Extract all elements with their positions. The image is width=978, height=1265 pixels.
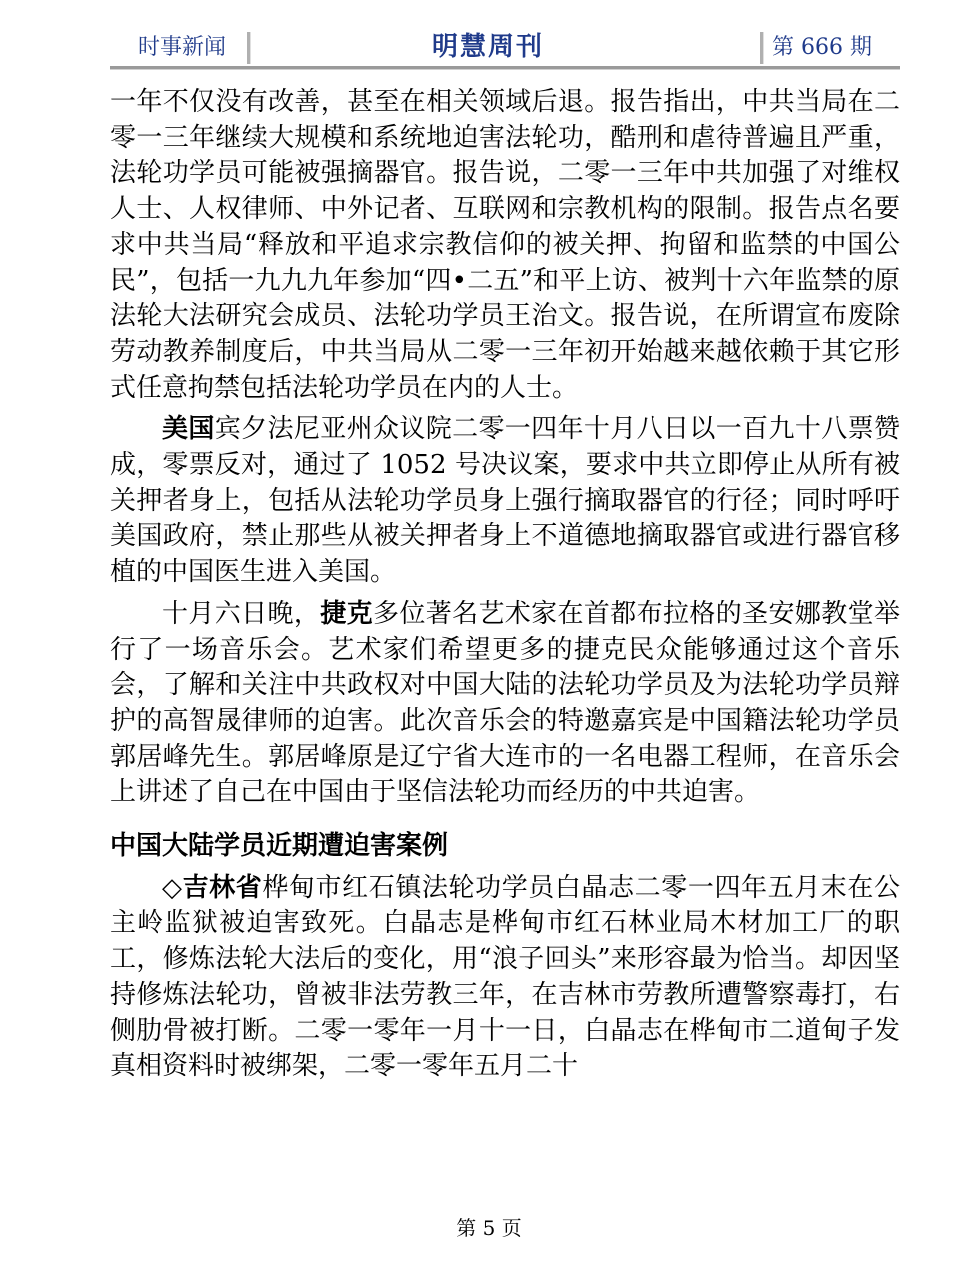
province-keyword: ◇吉林省 [162, 872, 263, 903]
country-keyword: 捷克 [320, 598, 373, 629]
header-divider [247, 32, 251, 64]
paragraph-text: 桦甸市红石镇法轮功学员白晶志二零一四年五月末在公主岭监狱被迫害致死。白晶志是桦甸市红石林业局木材加工厂的职工，修炼法轮大法后的变化，用“浪子回头”来形容最为恰当。却因坚持修炼法轮功，曾被非法劳教三年，在吉林市劳教所遭警察毒打，右侧肋骨被打断。二零一零年一月十一日，白晶志在桦甸市二道甸子发真相资料时被绑架，二零一零年五月二十 [110, 872, 900, 1082]
page-number: 第 5 页 [456, 1216, 522, 1240]
paragraph-czech [110, 597, 900, 811]
page-header [110, 24, 900, 68]
paragraph-text: 多位著名艺术家在首都布拉格的圣安娜教堂举行了一场音乐会。艺术家们希望更多的捷克民众能够通过这个音乐会，了解和关注中共政权对中国大陆的法轮功学员及为法轮功学员辩护的高智晟律师的迫害。此次音乐会的特邀嘉宾是中国籍法轮功学员郭居峰先生。郭居峰原是辽宁省大连市的一名电器工程师，在音乐会上讲述了自己在中国由于坚信法轮功而经历的中共迫害。 [110, 598, 900, 808]
article-body [110, 85, 900, 1085]
paragraph-jilin [110, 871, 900, 1085]
country-keyword: 美国 [162, 414, 215, 445]
header-rule [110, 66, 900, 70]
paragraph-text: 十月六日晚， [162, 598, 321, 629]
section-heading: 中国大陆学员近期遭迫害案例 [110, 831, 449, 862]
publication-title: 明慧周刊 [432, 32, 545, 62]
paragraph-text: 宾夕法尼亚州众议院二零一四年十月八日以一百九十八票赞成，零票反对，通过了 1052 号决议案，要求中共立即停止从所有被关押者身上，包括从法轮功学员身上强行摘取器官的行径；同时呼吁美国政府，禁止那些从被关押者身上不道德地摘取器官或进行器官移植的中国医生进入美国。 [110, 414, 900, 588]
header-divider [760, 32, 764, 64]
section-label: 时事新闻 [138, 35, 227, 60]
issue-number: 第 666 期 [772, 35, 872, 60]
paragraph-usa [110, 412, 900, 591]
paragraph-report: 一年不仅没有改善，甚至在相关领域后退。报告指出，中共当局在二零一三年继续大规模和系统地迫害法轮功，酷刑和虐待普遍且严重，法轮功学员可能被强摘器官。报告说，二零一三年中共加强了对维权人士、人权律师、中外记者、互联网和宗教机构的限制。报告点名要求中共当局“释放和平追求宗教信仰的被关押、拘留和监禁的中国公民”，包括一九九九年参加“四•二五”和平上访、被判十六年监禁的原法轮大法研究会成员、法轮功学员王治文。报告说，在所谓宣布废除劳动教养制度后，中共当局从二零一三年初开始越来越依赖于其它形式任意拘禁包括法轮功学员在内的人士。 [110, 87, 900, 403]
